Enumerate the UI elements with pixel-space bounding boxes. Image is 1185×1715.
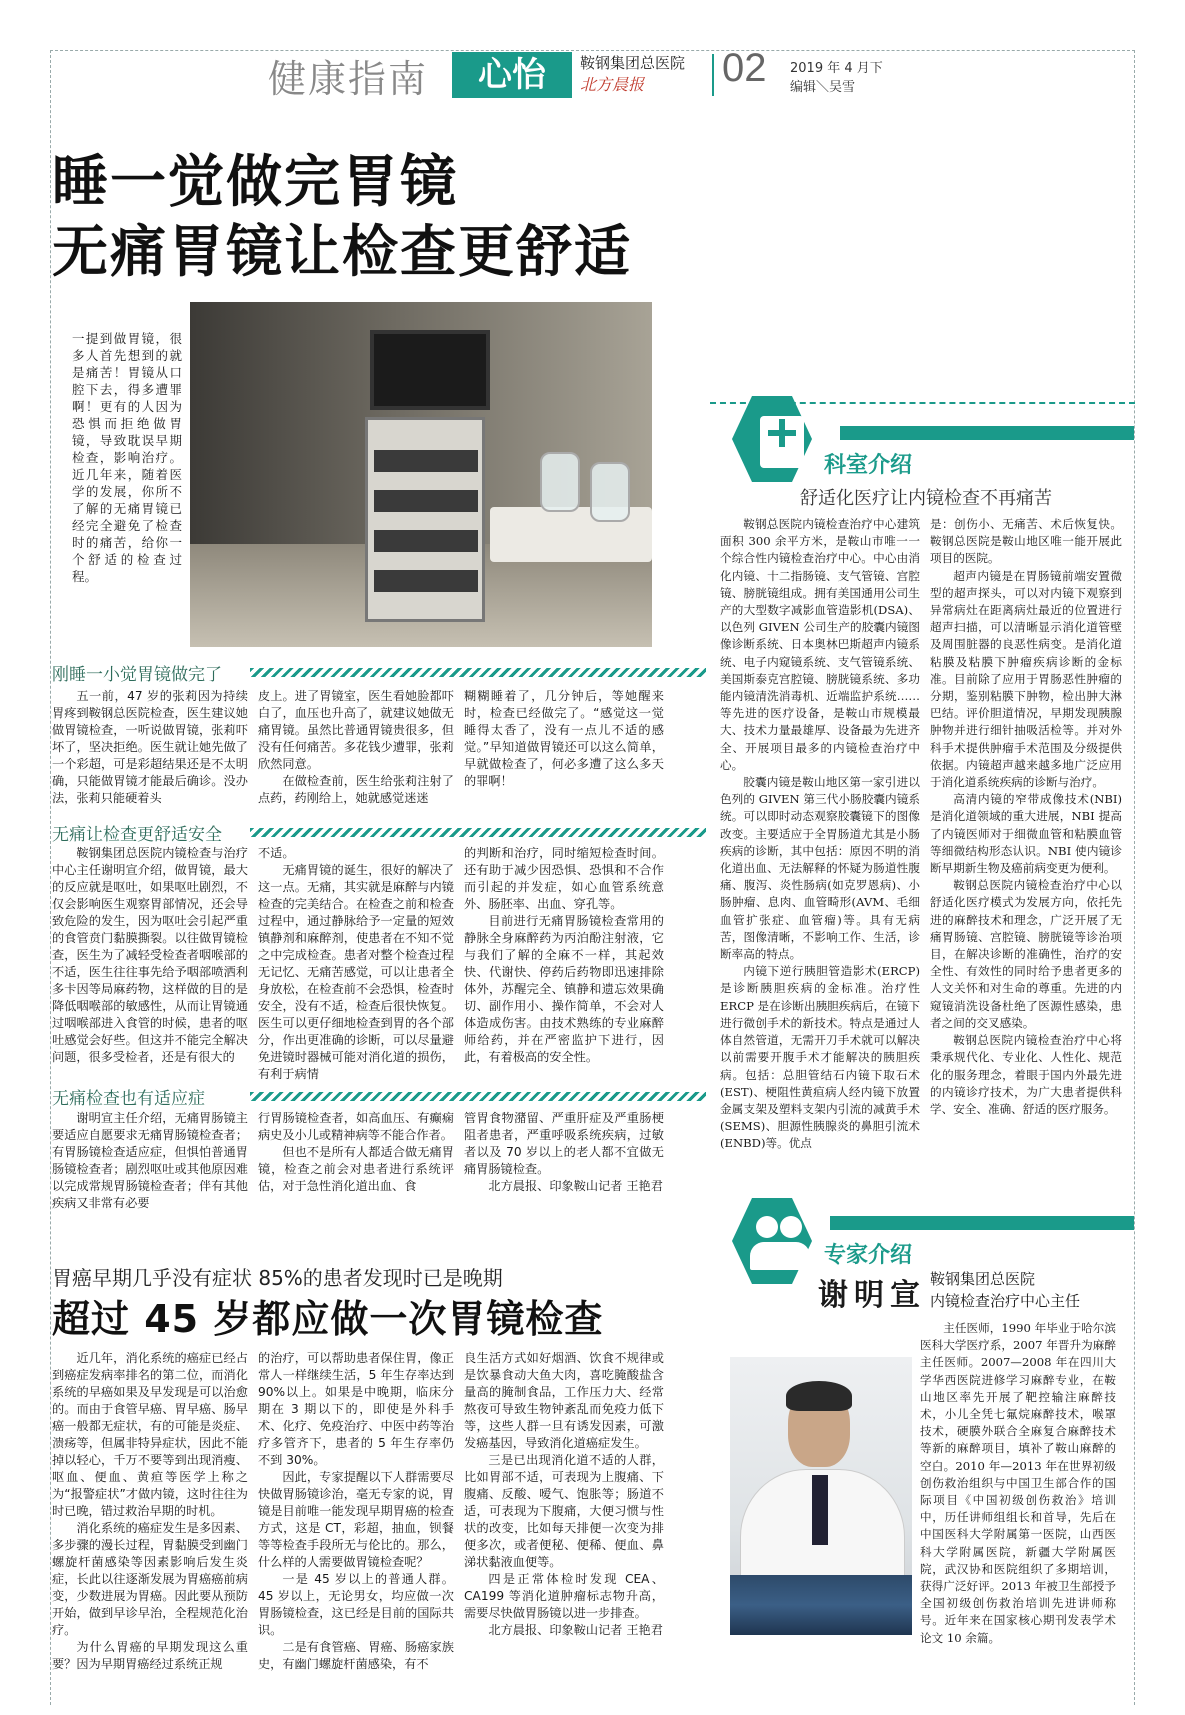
feature-col-1: 近几年，消化系统的癌症已经占到癌症发病率排名的第二位，而消化系统的早癌如果及早发现是可以治愈的。而由于食管早癌、胃早癌、肠早癌一般都无症状，有的可能是炎症、溃疡等，但属非特异症状，因此不能掉以轻心，千万不要等到出现消瘦、呕血、便血、黄疸等医学上称之为“报警症状”才做内镜，这时往往为时已晚，错过救治早期的时机。 消化系统的癌症发生是多因素、多步骤的漫长过程，胃黏膜受到幽门螺旋杆菌感染等因素影响后发生炎症，长此以往逐渐发展为胃癌癌前病变，少数进展为胃癌。因此要从预防开始，做到早诊早治，全程规范化治疗。 为什么胃癌的早期发现这么重要？因为早期胃癌经过系统正规 xyxy=(52,1351,248,1671)
feature-title: 超过 45 岁都应做一次胃镜检查 xyxy=(52,1297,604,1341)
section-1-heading: 刚睡一小觉胃镜做完了 xyxy=(52,665,222,685)
expert-header-bar xyxy=(830,1216,1134,1230)
page-number: 02 xyxy=(722,46,767,90)
page-frame-left xyxy=(50,50,51,1705)
section-1-col-3: 糊糊睡着了，几分钟后，等她醒来时，检查已经做完了。“感觉这一觉睡得太香了，没有一点儿不适的感觉。”早知道做胃镜还可以这么简单，早就做检查了，何必多遭了这么多天的罪啊！ xyxy=(464,689,664,788)
endoscope-cart-image xyxy=(365,417,485,622)
expert-bio: 主任医师，1990 年毕业于哈尔滨医科大学医疗系，2007 年晋升为麻醉主任医师。2007—2008 年在四川大学华西医院进修学习麻醉专业，在鞍山地区率先开展了靶控输注麻醉技术，小儿全凭七氟烷麻醉技术，喉罩技术，硬膜外联合全麻复合麻醉技术等新的麻醉项目，填补了鞍山麻醉的空白。2010 年—2013 年在世界初级创伤救治组织与中国卫生部合作的国际项目《中国初级创伤救治》培训中，历任讲师组组长和首导，先后在中国医科大学附属第一医院，山西医科大学附属医院，新疆大学附属医院，武汉协和医院组织了多期培训，获得广泛好评。2013 年被卫生部授予全国初级创伤救治培训先进讲师称号。近年来在国家核心期刊发表学术论文 10 余篇。 xyxy=(920,1321,1116,1645)
section-2-col-2: 不适。 无痛胃镜的诞生，很好的解决了这一点。无痛，其实就是麻醉与内镜检查的完美结合。在检查之前和检查过程中，通过静脉给予一定量的短效镇静剂和麻醉剂，使患者在不知不觉之中完成检查。患者对整个检查过程无记忆、无痛苦感觉，可以让患者全身放松，在检查前不会恐惧，检查时安全，没有不适，检查后很快恢复。医生可以更仔细地检查到胃的各个部分，作出更准确的诊断，可以尽量避免进镜时器械可能对消化道的损伤，有利于病情 xyxy=(258,846,454,1081)
dept-col-1: 鞍钢总医院内镜检查治疗中心建筑面积 300 余平方米，是鞍山市唯一一个综合性内镜检查治疗中心。中心由消化内镜、十二指肠镜、支气管镜、宫腔镜、膀胱镜组成。拥有美国通用公司生产的大型数字减影血管造影机(DSA)、以色列 GIVEN 公司生产的胶囊内镜图像诊断系统、日本奥林巴斯超声内镜系统、电子内窥镜系统、支气管镜系统、美国斯泰克宫腔镜、膀胱镜系统、多功能内镜清洗消毒机、近端监护系统……等先进的医疗设备，是鞍山市规模最大、技术力量最雄厚、设备最为先进齐全、开展项目最多的内镜检查治疗中心。 胶囊内镜是鞍山地区第一家引进以色列的 GIVEN 第三代小肠胶囊内镜系统。可以即时动态观察胶囊镜下的图像改变。主要适应于全胃肠道尤其是小肠疾病的诊断，其中包括：原因不明的消化道出血、无法解释的怀疑为肠道性腹痛、腹泻、炎性肠病(如克罗恩病)、小肠肿瘤、息肉、血管畸形(AVM、毛细血管扩张症、血管瘤)等。具有无病苦，图像清晰，不影响工作、生活，诊断率高的特点。 内镜下逆行胰胆管造影术(ERCP)是诊断胰胆疾病的金标准。治疗性 ERCP 是在诊断出胰胆疾病后，在镜下进行微创手术的新技术。特点是通过人体自然管道，无需开刀手术就可以解决以前需要开腹手术才能解决的胰胆疾病。包括：总胆管结石内镜下取石术(EST)、梗阻性黄疸病人经内镜下放置金属支架及塑料支架内引流的减黄手术(SEMS)、胆源性胰腺炎的鼻胆引流术(ENBD)等。优点 xyxy=(720,517,920,1151)
endoscopy-room-photo xyxy=(190,302,652,647)
section-3-bar xyxy=(250,1092,706,1101)
headline-line-1: 睡一觉做完胃镜 xyxy=(52,150,458,215)
dept-header-bar xyxy=(840,426,1134,440)
newspaper-name: 北方晨报 xyxy=(580,75,645,94)
sponsor-name: 鞍钢集团总医院 xyxy=(580,54,686,72)
medical-kit-icon xyxy=(722,396,822,480)
expert-position: 内镜检查治疗中心主任 xyxy=(930,1292,1081,1310)
logo: 心怡 xyxy=(452,52,572,98)
section-2-heading: 无痛让检查更舒适安全 xyxy=(52,825,222,845)
monitor-image xyxy=(370,330,490,410)
feature-subtitle: 胃癌早期几乎没有症状 85%的患者发现时已是晚期 xyxy=(52,1266,503,1290)
expert-label: 专家介绍 xyxy=(824,1242,913,1268)
page-frame-right xyxy=(1134,50,1135,1705)
section-1-col-2: 皮上。进了胃镜室，医生看她脸都吓白了，血压也升高了，就建议她做无痛胃镜。虽然比普通胃镜贵很多，但没有任何痛苦。多花钱少遭罪，张莉欣然同意。 在做检查前，医生给张莉注射了点药，药刚给上，她就感觉迷迷 xyxy=(258,689,454,805)
section-1-bar xyxy=(250,668,706,677)
expert-name: 谢明宣 xyxy=(818,1278,926,1313)
section-2-col-3: 的判断和治疗，同时缩短检查时间。还有助于减少因恐惧、恐惧和不合作而引起的并发症，如心血管系统意外、肠胚率、出血、穿孔等。 目前进行无痛胃肠镜检查常用的静脉全身麻醉药为丙泊酚注射液，它与我们了解的全麻不一样，其起效快、代谢快、停药后药物即迅速排除体外，苏醒完全、镇静和遗忘效果确切、副作用小、操作简单，不会对人体造成伤害。由技术熟练的专业麻醉师给药，并在严密监护下进行，因此，有着极高的安全性。 xyxy=(464,846,664,1064)
section-3-col-1: 谢明宣主任介绍，无痛胃肠镜主要适应自愿要求无痛胃肠镜检查者；有胃肠镜检查适应症，但惧怕普通胃肠镜检查者；剧烈呕吐或其他原因难以完成常规胃肠镜检查者；伴有其他疾病又非常有必要 xyxy=(52,1111,248,1210)
issue-date: 2019 年 4 月下 xyxy=(790,61,883,76)
headline-line-2: 无痛胃镜让检查更舒适 xyxy=(52,220,632,285)
section-title: 健康指南 xyxy=(268,57,429,101)
dept-col-2: 是：创伤小、无痛苦、术后恢复快。鞍钢总医院是鞍山地区唯一能开展此项目的医院。 超声内镜是在胃肠镜前端安置微型的超声探头，可以对内镜下观察到异常病灶在距离病灶最近的位置进行超声扫描，可以清晰显示消化道管壁及周围脏器的良恶性病变。是消化道粘膜及粘膜下肿瘤疾病诊断的金标准。目前除了应用于胃肠恶性肿瘤的分期，鉴别粘膜下肿物，检出肿大淋巴结。评价胆道情况，早期发现胰腺肿物并进行细针抽吸活检等。并对外科手术提供肿瘤手术范围及分级提供依据。内镜超声越来越多地广泛应用于消化道系统疾病的诊断与治疗。 高清内镜的窄带成像技术(NBI)是消化道领域的重大进展，NBI 提高了内镜医师对于细微血管和粘膜血管等细微结构形态认识。NBI 使内镜诊断早期新生物及癌前病变更为便利。 鞍钢总医院内镜检查治疗中心以舒适化医疗模式为发展方向，依托先进的麻醉技术和理念，广泛开展了无痛胃肠镜、宫腔镜、膀胱镜等诊治项目，在解决诊断的准确性，治疗的安全性、有效性的同时给予患者更多的人文关怀和对生命的尊重。先进的内窥镜消洗设备杜绝了医源性感染，患者之间的交叉感染。 鞍钢总医院内镜检查治疗中心将秉承规代化、专业化、人性化、规范化的服务理念，着眼于国内外最先进的内镜诊疗技术，为广大患者提供科学、安全、准确、舒适的医疗服务。 xyxy=(930,517,1122,1116)
editor-credit: 编辑＼吴雪 xyxy=(790,80,856,95)
section-3-col-2: 行胃肠镜检查者，如高血压、有癫痫病史及小儿或精神病等不能合作者。 但也不是所有人都适合做无痛胃镜，检查之前会对患者进行系统评估，对于急性消化道出血、食 xyxy=(258,1111,454,1193)
section-2-bar xyxy=(250,828,706,837)
section-3-heading: 无痛检查也有适应症 xyxy=(52,1089,205,1109)
divider xyxy=(712,54,714,96)
feature-col-2: 的治疗，可以帮助患者保住胃，像正常人一样继续生活，5 年生存率达到 90%以上。如果是中晚期，临床分期在 3 期以下的，即使是外科手术、化疗、免疫治疗、中医中药等治疗多管齐下，患者的 5 年生存率仍不到 30%。 因此，专家提醒以下人群需要尽快做胃肠镜诊治，毫无专家的说，胃镜是目前唯一能发现早期胃癌的检查方式，这是 CT，彩超，抽血，钡餐等等检查手段所无与伦比的。那么，什么样的人需要做胃镜检查呢？ 一是 45 岁以上的普通人群。45 岁以上，无论男女，均应做一次胃肠镜检查，这已经是目前的国际共识。 二是有食管癌、胃癌、肠癌家族史，有幽门螺旋杆菌感染，有不 xyxy=(258,1351,454,1671)
expert-photo xyxy=(730,1357,912,1635)
dept-label: 科室介绍 xyxy=(824,452,913,478)
main-headline xyxy=(52,148,632,288)
section-3-col-3: 管胃食物潴留、严重肝症及严重肠梗阻者患者，严重呼吸系统疾病，过敏者以及 70 岁以上的老人都不宜做无痛胃肠镜检查。 北方晨报、印象鞍山记者 王艳君 xyxy=(464,1111,664,1193)
section-1-col-1: 五一前，47 岁的张莉因为持续胃疼到鞍钢总医院检查，医生建议她做胃镜检查，一听说做胃镜，张莉吓坏了，坚决拒绝。医生就让她先做了一个彩超，可是彩超结果还是不太明确，只能做胃镜才能最后确诊。没办法，张莉只能硬着头 xyxy=(52,689,248,805)
page-frame-top xyxy=(50,50,1135,51)
dept-subtitle: 舒适化医疗让内镜检查不再痛苦 xyxy=(800,488,1052,509)
doctors-icon xyxy=(722,1198,822,1282)
section-2-col-1: 鞍钢集团总医院内镜检查与治疗中心主任谢明宣介绍，做胃镜，最大的反应就是呕吐，如果呕吐剧烈，不仅会影响医生观察胃部情况，还会导致危险的发生，因为呕吐会引起严重的食管贲门黏膜撕裂。以往做胃镜检查，医生为了减轻受检查者咽喉部的不适，医生往往事先给予咽部喷洒利多卡因等局麻药物，这样做的目的是降低咽喉部的敏感性，从而让胃镜通过咽喉部进入食管的时候，患者的呕吐感觉会好些。但这并不能完全解决问题，很多受检者，还是有很大的 xyxy=(52,846,248,1064)
expert-hospital: 鞍钢集团总医院 xyxy=(930,1270,1036,1288)
intro-text: 一提到做胃镜，很多人首先想到的就是痛苦！胃镜从口腔下去，得多遭罪啊！更有的人因为恐惧而拒绝做胃镜，导致耽误早期检查，影响治疗。近几年来，随着医学的发展，你所不了解的无痛胃镜已经完全避免了检查时的痛苦，给你一个舒适的检查过程。 xyxy=(72,331,182,584)
feature-col-3: 良生活方式如好烟酒、饮食不规律或是饮暴食动大鱼大肉，喜吃腌酸盐含量高的腌制食品，工作压力大、经常熬夜可导致生物钟紊乱而免疫力低下等，这些人群一旦有诱发因素，可激发癌基因，导致消化道癌症发生。 三是已出现消化道不适的人群，比如胃部不适，可表现为上腹痛、下腹痛、反酸、嗳气、饱胀等；肠道不适，可表现为下腹痛，大便习惯与性状的改变，比如每天排便一次变为排便多次，或者便秘、便稀、便血、鼻涕状黏液血便等。 四是正常体检时发现 CEA、CA199 等消化道肿瘤标志物升高，需要尽快做胃肠镜以进一步排查。 北方晨报、印象鞍山记者 王艳君 xyxy=(464,1351,664,1637)
